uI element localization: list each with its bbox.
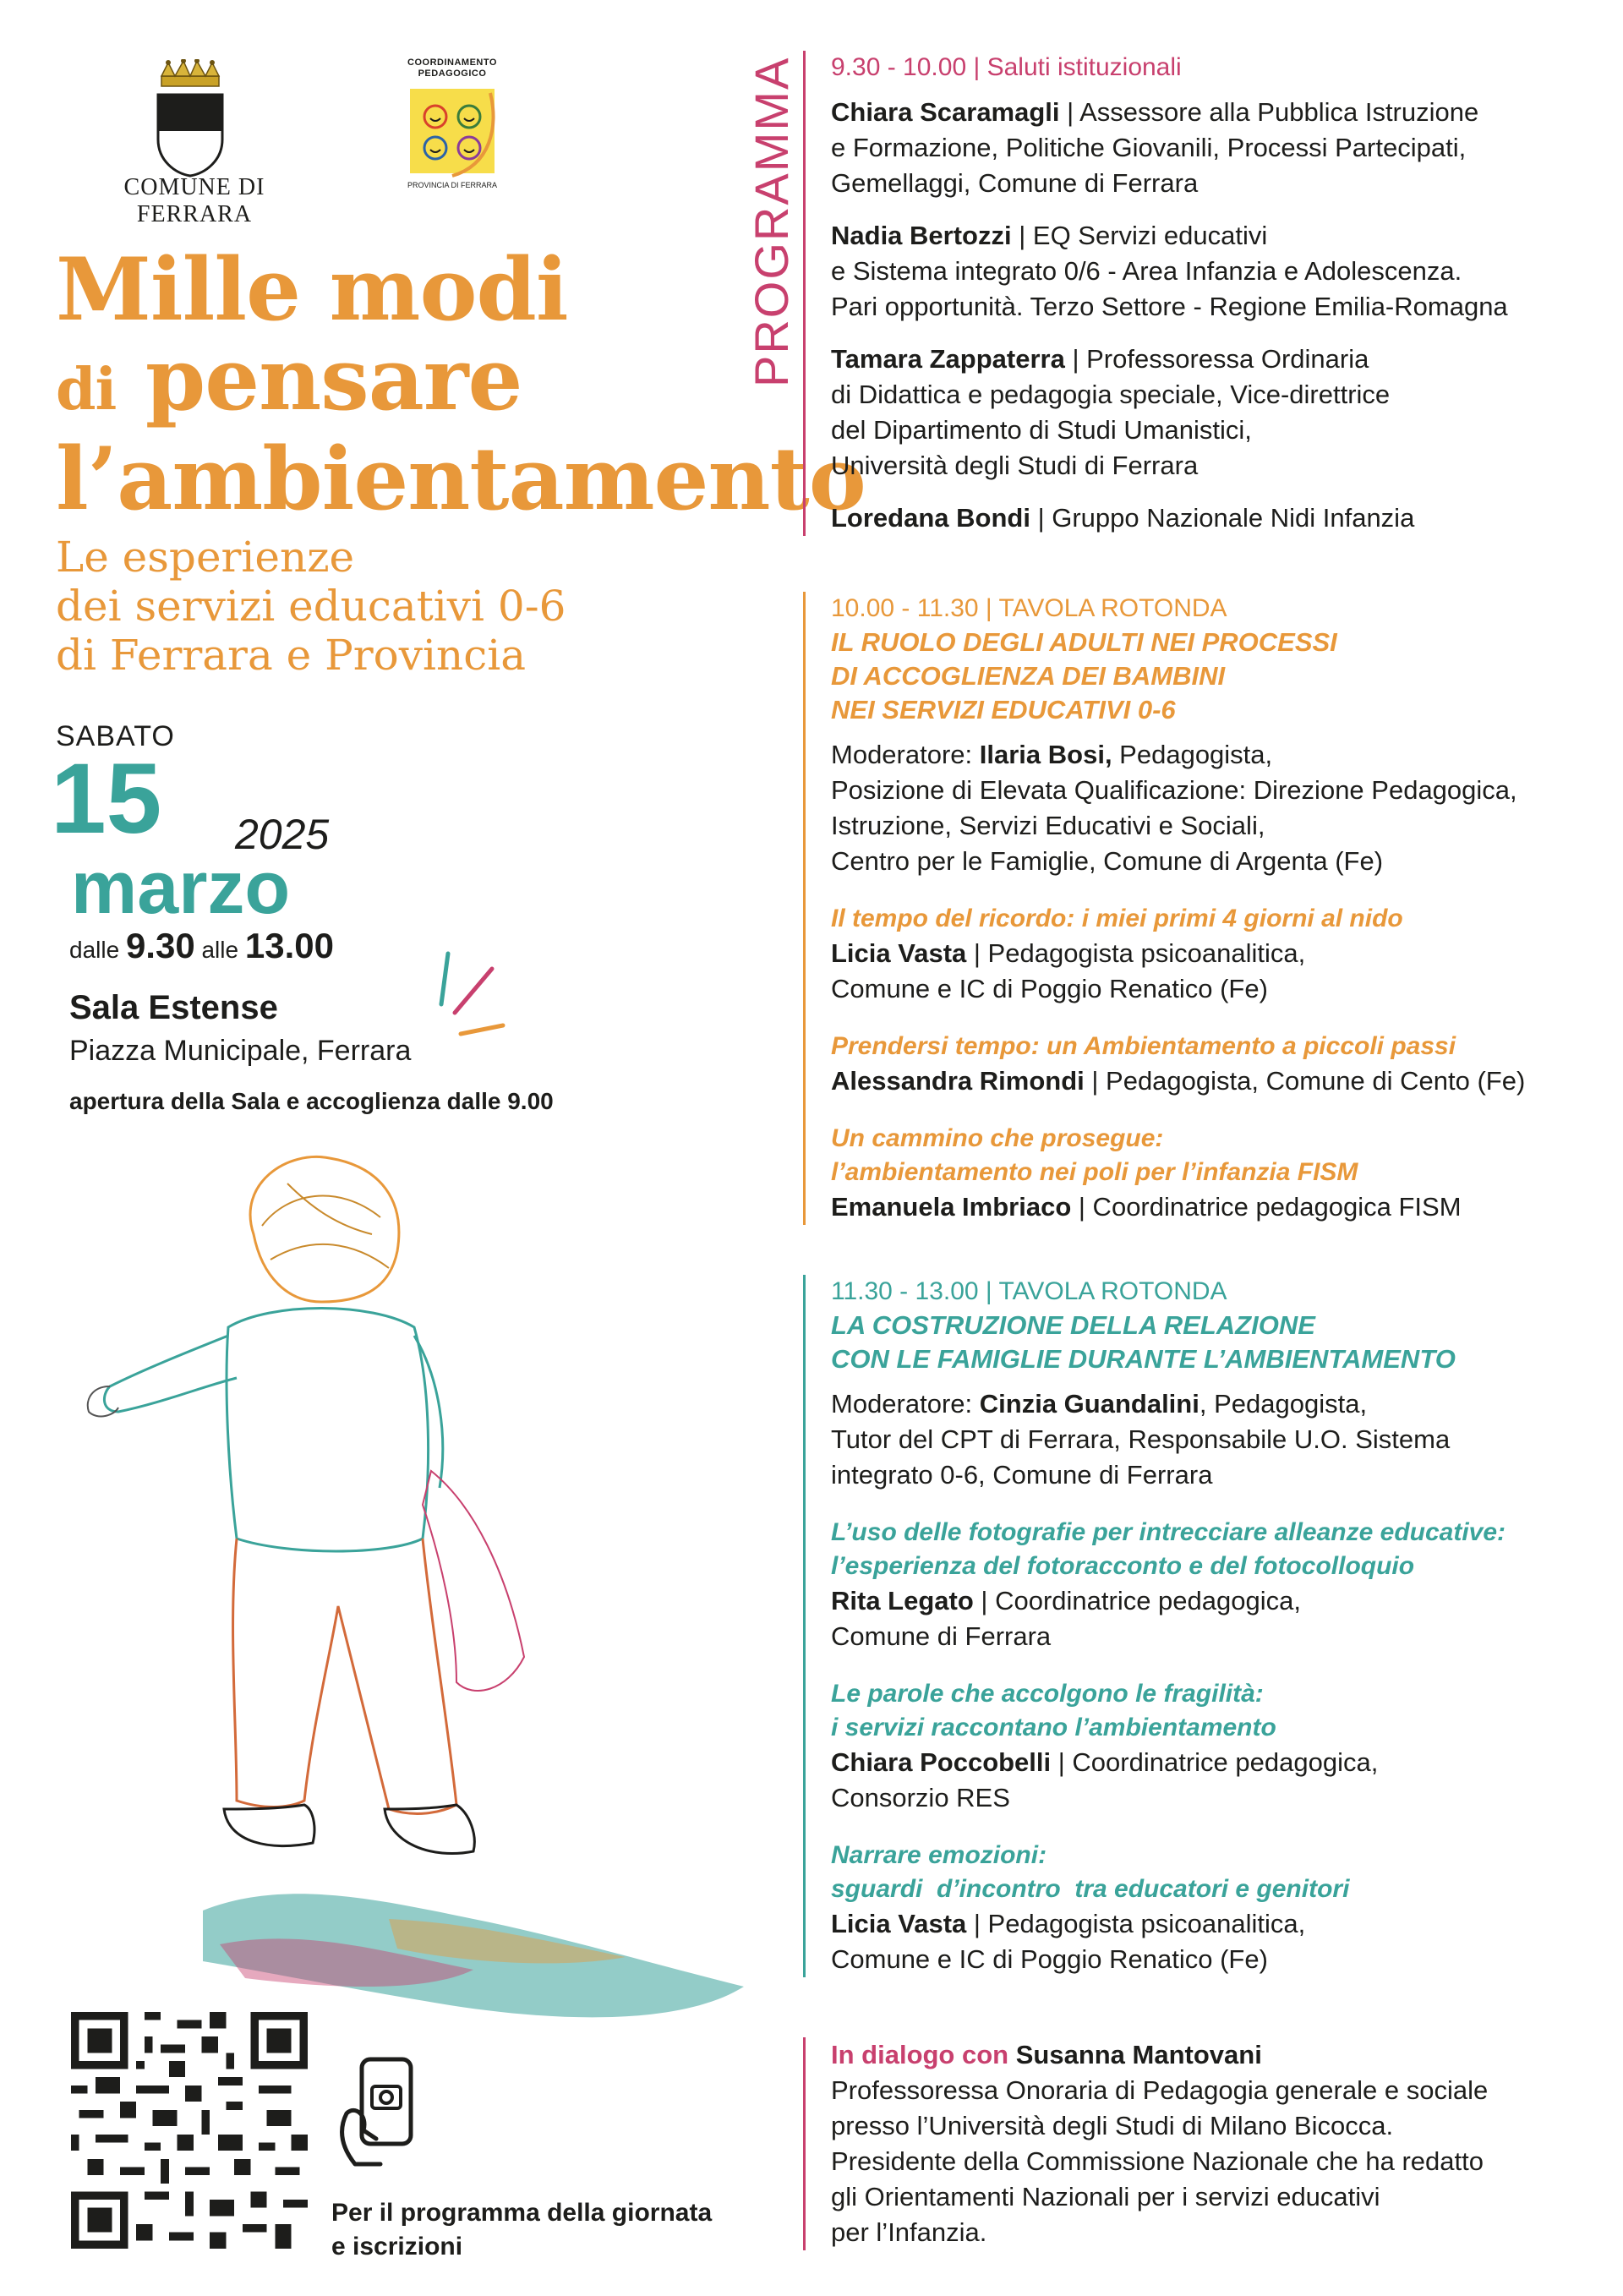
venue-name: Sala Estense <box>69 989 278 1026</box>
moderator-label: Moderatore: <box>831 1389 980 1419</box>
moderator-label: Moderatore: <box>831 740 980 769</box>
to-label: alle <box>201 937 239 963</box>
talk-speaker <box>831 936 1617 1007</box>
to-time: 13.00 <box>244 926 334 965</box>
qr-code[interactable] <box>71 2012 308 2249</box>
speaker-name: Chiara Scaramagli <box>831 97 1060 127</box>
coord-line1: COORDINAMENTO <box>407 57 497 68</box>
talk-title-line: sguardi d’incontro tra educatori e genitori <box>831 1875 1350 1903</box>
speaker-role: | Gruppo Nazionale Nidi Infanzia <box>1030 503 1415 533</box>
title-line3: l’ambientamento <box>56 429 866 530</box>
speaker-role: Pari opportunità. Terzo Settore - Regione Emilia-Romagna <box>831 292 1508 321</box>
speaker-name: Nadia Bertozzi <box>831 221 1012 250</box>
speaker-role: di Didattica e pedagogia speciale, Vice-direttrice <box>831 380 1391 409</box>
dialogue-label: In dialogo con <box>831 2040 1016 2069</box>
subtitle-line1: Le esperienze <box>56 533 355 582</box>
opening-note: apertura della Sala e accoglienza dalle 9.00 <box>69 1088 554 1114</box>
speaker-name: Licia Vasta <box>831 938 967 968</box>
talk-title-line: Il tempo del ricordo: i miei primi 4 giorni al nido <box>831 905 1403 932</box>
child-illustration <box>34 1133 795 2063</box>
speaker-entry <box>831 500 1617 536</box>
year: 2025 <box>235 811 330 858</box>
moderator-role: , Pedagogista, <box>1199 1389 1368 1419</box>
program-block-round-table-2 <box>803 1275 1617 1977</box>
sparkle-icon <box>431 945 507 1047</box>
speaker-role: | Coordinatrice pedagogica, <box>1051 1747 1379 1777</box>
talk-title-line: Narrare emozioni: <box>831 1841 1047 1869</box>
speaker-role: | Coordinatrice pedagogica, <box>973 1586 1301 1615</box>
event-subtitle <box>56 533 783 680</box>
session-title-line: DI ACCOGLIENZA DEI BAMBINI <box>831 661 1226 691</box>
program-block-round-table-1 <box>803 592 1617 1225</box>
talk-title-line: l’esperienza del fotoracconto e del fotocolloquio <box>831 1552 1415 1580</box>
talk-speaker <box>831 1745 1617 1816</box>
comune-name: COMUNE DI FERRARA <box>123 174 265 227</box>
day-number: 15 <box>51 743 162 855</box>
crown-icon <box>156 59 224 90</box>
comune-di-ferrara-logo <box>68 51 321 227</box>
speaker-name: Licia Vasta <box>831 1909 967 1938</box>
shield-icon <box>156 93 224 178</box>
dialogue-bio: gli Orientamenti Nazionali per i servizi educativi <box>831 2182 1380 2211</box>
dialogue-bio: Presidente della Commissione Nazionale che ha redatto <box>831 2146 1484 2176</box>
speaker-name: Rita Legato <box>831 1586 974 1615</box>
speaker-role: Consorzio RES <box>831 1783 1010 1812</box>
talk-title-line: Prendersi tempo: un Ambientamento a piccoli passi <box>831 1032 1456 1060</box>
moderator-role: Tutor del CPT di Ferrara, Responsabile U.O. Sistema <box>831 1424 1451 1454</box>
speaker-role: | Pedagogista psicoanalitica, <box>966 938 1306 968</box>
day-name: SABATO <box>56 720 175 752</box>
speaker-name: Tamara Zappaterra <box>831 344 1065 374</box>
talk-title-line: Le parole che accolgono le fragilità: <box>831 1680 1264 1708</box>
speaker-role: Università degli Studi di Ferrara <box>831 451 1199 480</box>
speaker-role: | Professoressa Ordinaria <box>1064 344 1369 374</box>
speaker-role: del Dipartimento di Studi Umanistici, <box>831 415 1252 445</box>
dialogue-name: Susanna Mantovani <box>1015 2040 1262 2069</box>
dialogue-bio: presso l’Università degli Studi di Milano Bicocca. <box>831 2111 1394 2140</box>
qr-caption <box>331 2196 788 2264</box>
speaker-name: Loredana Bondi <box>831 503 1030 533</box>
talk-title-line: i servizi raccontano l’ambientamento <box>831 1714 1276 1741</box>
speaker-name: Alessandra Rimondi <box>831 1066 1085 1096</box>
dialogue-bio: per l’Infanzia. <box>831 2217 987 2247</box>
title-line2-big: pensare <box>145 329 522 430</box>
talk-title-line: l’ambientamento nei poli per l’infanzia FISM <box>831 1158 1358 1186</box>
speaker-name: Chiara Poccobelli <box>831 1747 1052 1777</box>
venue-address: Piazza Municipale, Ferrara <box>69 1035 412 1067</box>
speaker-role: | Coordinatrice pedagogica FISM <box>1071 1192 1462 1222</box>
moderator-role: Istruzione, Servizi Educativi e Sociali, <box>831 811 1265 840</box>
speaker-role: Comune e IC di Poggio Renatico (Fe) <box>831 974 1268 1003</box>
talk-speaker <box>831 1906 1617 1977</box>
title-line2-small: di <box>56 356 117 424</box>
qr-caption-line1: Per il programma della giornata <box>331 2199 713 2227</box>
program-block-dialogue <box>803 2037 1617 2250</box>
speaker-name: Emanuela Imbriaco <box>831 1192 1072 1222</box>
qr-caption-line2: e iscrizioni <box>331 2233 463 2260</box>
dialogue-bio: Professoressa Onoraria di Pedagogia generale e sociale <box>831 2075 1489 2105</box>
moderator-role: Centro per le Famiglie, Comune di Argenta (Fe) <box>831 846 1384 876</box>
speaker-role: Comune e IC di Poggio Renatico (Fe) <box>831 1944 1268 1974</box>
month: marzo <box>71 845 291 929</box>
session-title-line: NEI SERVIZI EDUCATIVI 0-6 <box>831 695 1176 724</box>
subtitle-line2: dei servizi educativi 0-6 <box>56 582 566 631</box>
moderator-role: integrato 0-6, Comune di Ferrara <box>831 1460 1213 1490</box>
talk-speaker <box>831 1063 1617 1099</box>
subtitle-line3: di Ferrara e Provincia <box>56 631 527 680</box>
speaker-entry <box>831 95 1617 201</box>
event-time <box>69 926 334 966</box>
phone-hand-icon <box>330 2054 431 2173</box>
speaker-role: | EQ Servizi educativi <box>1011 221 1268 250</box>
dialogue-heading <box>831 2037 1617 2073</box>
programma-label <box>744 57 812 387</box>
program-block-greetings <box>803 51 1617 536</box>
session-time: 9.30 - 10.00 | Saluti istituzionali <box>831 53 1182 81</box>
session-time: 10.00 - 11.30 | TAVOLA ROTONDA <box>831 594 1227 622</box>
moderator-name: Ilaria Bosi, <box>979 740 1112 769</box>
moderator-role: Posizione di Elevata Qualificazione: Direzione Pedagogica, <box>831 775 1517 805</box>
talk-speaker <box>831 1583 1617 1654</box>
speaker-role: | Assessore alla Pubblica Istruzione <box>1059 97 1479 127</box>
moderator-role: Pedagogista, <box>1112 740 1273 769</box>
title-line2 <box>56 329 783 435</box>
speaker-entry <box>831 342 1617 484</box>
talk-title-line: L’uso delle fotografie per intrecciare alleanze educative: <box>831 1518 1506 1546</box>
coord-line2: PEDAGOGICO <box>418 68 487 79</box>
speaker-role: e Formazione, Politiche Giovanili, Processi Partecipati, <box>831 133 1467 162</box>
speaker-role: e Sistema integrato 0/6 - Area Infanzia e Adolescenza. <box>831 256 1462 286</box>
session-title-line: LA COSTRUZIONE DELLA RELAZIONE <box>831 1310 1315 1340</box>
session-title-line: IL RUOLO DEGLI ADULTI NEI PROCESSI <box>831 627 1337 657</box>
event-title <box>56 239 866 530</box>
coordinamento-pedagogico-logo <box>389 57 516 197</box>
programma-text: PROGRAMMA <box>745 56 798 387</box>
speaker-role: Comune di Ferrara <box>831 1621 1052 1651</box>
moderator-entry <box>831 1386 1617 1493</box>
moderator-name: Cinzia Guandalini <box>979 1389 1199 1419</box>
from-label: dalle <box>69 937 120 963</box>
coord-line3: PROVINCIA DI FERRARA <box>407 181 498 189</box>
speaker-role: | Pedagogista psicoanalitica, <box>966 1909 1306 1938</box>
speaker-role: | Pedagogista, Comune di Cento (Fe) <box>1084 1066 1526 1096</box>
session-title-line: CON LE FAMIGLIE DURANTE L’AMBIENTAMENTO <box>831 1344 1456 1374</box>
talk-title-line: Un cammino che prosegue: <box>831 1124 1164 1152</box>
moderator-entry <box>831 737 1617 879</box>
from-time: 9.30 <box>125 926 195 965</box>
title-line1: Mille modi <box>56 239 568 341</box>
coordinamento-logo <box>406 85 499 178</box>
talk-speaker <box>831 1189 1617 1225</box>
speaker-role: Gemellaggi, Comune di Ferrara <box>831 168 1199 198</box>
session-time: 11.30 - 13.00 | TAVOLA ROTONDA <box>831 1277 1227 1305</box>
speaker-entry <box>831 218 1617 325</box>
